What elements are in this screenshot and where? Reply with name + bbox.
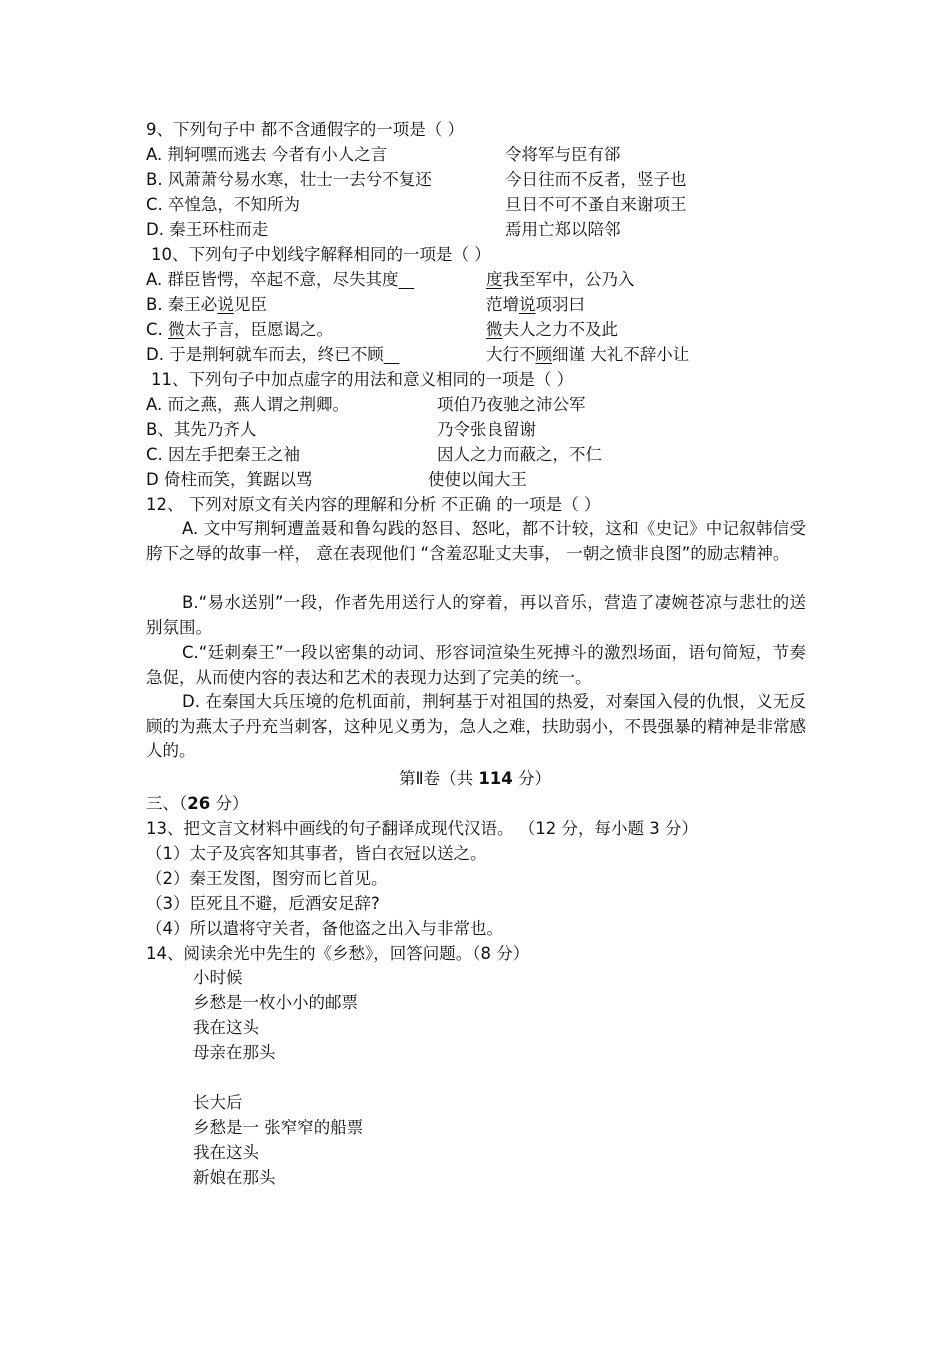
q14-stem: 14、阅读余光中先生的《乡愁》，回答问题。（8 分）	[146, 944, 530, 963]
q12-option-a: A. 文中写荆轲遭盖聂和鲁勾践的怒目、怒叱，都不计较，这和《史记》中记叙韩信受胯下之辱的故事一样， 意在表现他们 “含羞忍耻丈夫事， 一朝之愤非良图”的励志精神。	[146, 519, 806, 563]
poem-line: 我在这头	[193, 1018, 259, 1037]
poem-line: 小时候	[193, 968, 243, 987]
q10-option-b-right	[486, 295, 585, 315]
q10-option-c-right	[486, 320, 618, 340]
q13-item-4: （4）所以遣将守关者，备他盗之出入与非常也。	[146, 919, 503, 938]
q12-option-d: D. 在秦国大兵压境的危机面前，荆轲基于对祖国的热爱，对秦国入侵的仇恨，义无反顾的为燕太子丹充当刺客，这种见义勇为，急人之难，扶助弱小，不畏强暴的精神是非常感人的。	[146, 692, 806, 761]
q13-stem: 13、把文言文材料中画线的句子翻译成现代汉语。 （12 分，每小题 3 分）	[146, 819, 698, 838]
q10-c-right-rest: 夫人之力不及此	[502, 320, 618, 339]
q10-c-label: C.	[146, 320, 169, 339]
q12-stem: 12、 下列对原文有关内容的理解和分析 不正确 的一项是（ ）	[146, 495, 601, 514]
q9-option-d-right: 焉用亡郑以陪邻	[505, 220, 621, 239]
q10-c-underlined: 微	[168, 320, 185, 339]
q10-option-c-left	[146, 320, 333, 340]
poem-line: 乡愁是一 张窄窄的船票	[193, 1118, 364, 1137]
poem-line: 我在这头	[193, 1143, 259, 1162]
q11-option-d-right: 使使以闻大王	[428, 470, 527, 489]
q10-option-b-left	[146, 295, 267, 315]
q10-option-d-right	[486, 345, 689, 365]
q10-b-right-rest: 项羽曰	[535, 295, 585, 314]
q9-stem: 9、下列句子中 都不含通假字的一项是（ ）	[146, 120, 464, 139]
q10-option-a-right	[486, 270, 635, 290]
q9-option-d-left: D. 秦王环柱而走	[146, 220, 269, 239]
q10-a-rest: 我至军中，公乃入	[502, 270, 635, 289]
poem-line: 长大后	[193, 1093, 243, 1112]
q12-option-c: C.“廷刺秦王”一段以密集的动词、形容词渲染生死搏斗的激烈场面，语句简短，节奏急促，从而使内容的表达和艺术的表现力达到了完美的统一。	[146, 643, 806, 687]
q10-a-underlined: 度	[486, 270, 503, 289]
q10-c-right-underlined: 微	[486, 320, 503, 339]
q9-option-a-left: A. 荆轲嘿而逃去 今者有小人之言	[146, 145, 388, 164]
q11-option-c-left: C. 因左手把秦王之袖	[146, 445, 301, 464]
q11-option-b-right: 乃令张良留谢	[437, 420, 536, 439]
q9-option-b-right: 今日往而不反者，竖子也	[505, 170, 687, 189]
q13-item-1: （1）太子及宾客知其事者，皆白衣冠以送之。	[146, 844, 487, 863]
q11-option-a-left: A. 而之燕，燕人谓之荆卿。	[146, 395, 349, 414]
q10-stem: 10、下列句子中划线字解释相同的一项是（ ）	[151, 245, 491, 264]
q9-option-b-left: B. 风萧萧兮易水寒，壮士一去兮不复还	[146, 170, 432, 189]
poem-line: 新娘在那头	[193, 1168, 276, 1187]
poem-line: 母亲在那头	[193, 1043, 276, 1062]
q10-b-right-underlined: 说	[519, 295, 536, 314]
q9-option-c-right: 旦日不可不蚤自来谢项王	[505, 195, 687, 214]
q11-option-b-left: B、其先乃齐人	[146, 420, 257, 439]
q10-option-a-left	[146, 270, 414, 290]
q9-option-c-left: C. 卒惶急，不知所为	[146, 195, 301, 214]
part-two-title: 第Ⅱ卷（共 114 分）	[398, 769, 552, 788]
q9-option-a-right: 令将军与臣有郤	[505, 145, 621, 164]
q12-option-b: B.“易水送别”一段，作者先用送行人的穿着，再以音乐，营造了凄婉苍凉与悲壮的送别氛围。	[146, 593, 806, 637]
q10-b-underlined: 说	[217, 295, 234, 314]
q13-item-2: （2）秦王发图，图穷而匕首见。	[146, 869, 388, 888]
q10-b-text: B. 秦王必	[146, 295, 218, 314]
q10-d-right-text: 大行不	[486, 345, 536, 364]
q10-c-rest: 太子言，臣愿谒之。	[184, 320, 334, 339]
q10-option-d-left	[146, 345, 399, 365]
q10-d-right-underlined: 顾	[535, 345, 552, 364]
q10-b-right-text: 范增	[486, 295, 519, 314]
poem-line: 乡愁是一枚小小的邮票	[193, 993, 358, 1012]
q11-option-d-left: D 倚柱而笑，箕踞以骂	[146, 470, 313, 489]
q11-option-c-right: 因人之力而蔽之，不仁	[437, 445, 602, 464]
section-three-heading: 三、（26 分）	[146, 794, 249, 813]
q11-option-a-right: 项伯乃夜驰之沛公军	[437, 395, 586, 414]
q10-d-text: D. 于是荆轲就车而去，终已不顾	[146, 345, 384, 364]
q10-d-right-rest: 细谨 大礼不辞小让	[552, 345, 690, 364]
q13-item-3: （3）臣死且不避，卮酒安足辞?	[146, 894, 380, 913]
q10-b-rest: 见臣	[233, 295, 267, 314]
q11-stem: 11、下列句子中加点虚字的用法和意义相同的一项是（ ）	[151, 370, 574, 389]
q10-a-text: A. 群臣皆愕，卒起不意，尽失其度	[146, 270, 399, 289]
